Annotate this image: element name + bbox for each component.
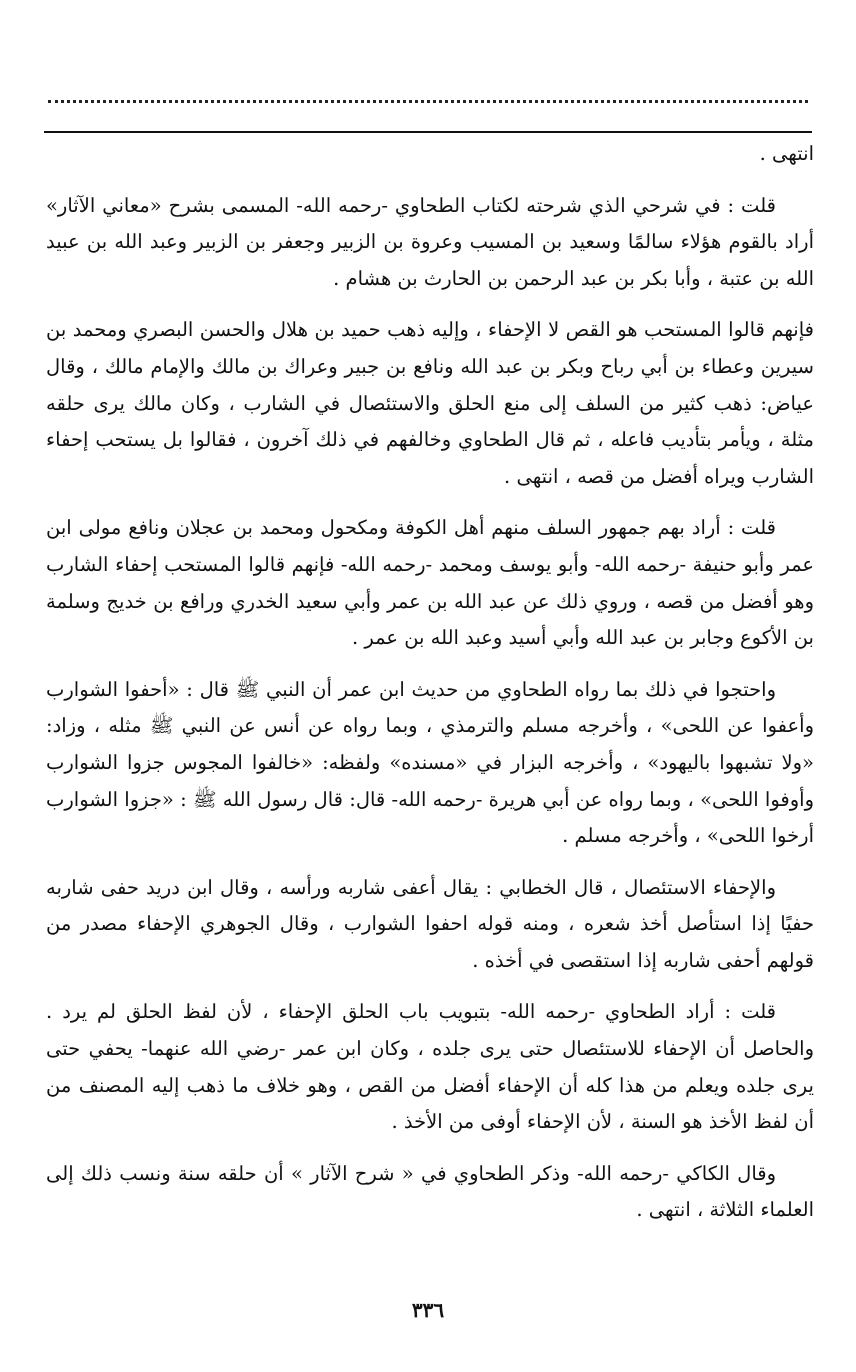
paragraph-closing-note: انتهى .: [759, 142, 814, 165]
paragraph-jumhur: قلت : أراد بهم جمهور السلف منهم أهل الكوفة ومكحول ومحمد بن عجلان ونافع مولى ابن عمر وأبو حنيفة -رحمه الله- وأبو يوسف ومحمد -رحمه الله- فإنهم قالوا المستحب إحفاء الشارب وهو أفضل من قصه ، وروي ذلك عن عبد الله بن عمر وأبي سعيد الخدري ورافع بن خديج وسلمة بن الأكوع وجابر بن عبد الله وأبي أسيد وعبد الله بن عمر .: [46, 516, 814, 650]
paragraph-conclusion: قلت : أراد الطحاوي -رحمه الله- بتبويب باب الحلق الإحفاء ، لأن لفظ الحلق لم يرد . والحاصل أن الإحفاء للاستئصال حتى يرى جلده ، وكان ابن عمر -رضي الله عنهما- يحفي حتى يرى جلده ويعلم من هذا كله أن الإحفاء أفضل من القص ، وهو خلاف ما ذهب إليه المصنف من أن لفظ الأخذ هو السنة ، لأن الإحفاء أوفى من الأخذ .: [46, 1000, 814, 1134]
paragraph-qass-opinion: فإنهم قالوا المستحب هو القص لا الإحفاء ، وإليه ذهب حميد بن هلال والحسن البصري ومحمد بن سيرين وعطاء بن أبي رباح وبكر بن عبد الله ونافع بن جبير وعراك بن مالك والإمام مالك ، وقال عياض: ذهب كثير من السلف إلى منع الحلق والاستئصال في الشارب ، وكان مالك يرى حلقه مثلة ، ويأمر بتأديب فاعله ، ثم قال الطحاوي وخالفهم في ذلك آخرون ، فقالوا بل يستحب إحفاء الشارب ويراه أفضل من قصه ، انتهى .: [46, 318, 814, 488]
paragraph-qultu-sharh: قلت : في شرحي الذي شرحته لكتاب الطحاوي -رحمه الله- المسمى بشرح «معاني الآثار» أراد بالقوم هؤلاء سالمًا وسعيد بن المسيب وعروة بن الزبير وجعفر بن الزبير وعبد الله بن عبيد الله بن عتبة ، وأبا بكر بن عبد الرحمن بن الحارث بن هشام .: [46, 193, 814, 290]
paragraph-evidence: واحتجوا في ذلك بما رواه الطحاوي من حديث ابن عمر أن النبي ﷺ قال : «أحفوا الشوارب وأعفوا عن اللحى» ، وأخرجه مسلم والترمذي ، وبما رواه عن أنس عن النبي ﷺ مثله ، وزاد: «ولا تشبهوا باليهود» ، وأخرجه البزار في «مسنده» ولفظه: «خالفوا المجوس جزوا الشوارب وأوفوا اللحى» ، وبما رواه عن أبي هريرة -رحمه الله- قال: قال رسول الله ﷺ : «جزوا الشوارب أرخوا اللحى» ، وأخرجه مسلم .: [46, 677, 814, 848]
footnote-separator-line: [44, 131, 812, 133]
paragraph-kaki: وقال الكاكي -رحمه الله- وذكر الطحاوي في « شرح الآثار » أن حلقه سنة ونسب ذلك إلى العلماء الثلاثة ، انتهى .: [46, 1161, 814, 1222]
page-number: ٣٣٦: [411, 1298, 445, 1322]
paragraph-definition: والإحفاء الاستئصال ، قال الخطابي : يقال أعفى شاربه ورأسه ، وقال ابن دريد حفى شاربه حفيًا إذا استأصل أخذ شعره ، ومنه قوله احفوا الشوارب ، وقال الجوهري الإحفاء مصدر من قولهم أحفى شاربه إذا استقصى في أخذه .: [46, 875, 814, 972]
main-text: [46, 136, 814, 1229]
dotted-divider: [48, 100, 808, 103]
